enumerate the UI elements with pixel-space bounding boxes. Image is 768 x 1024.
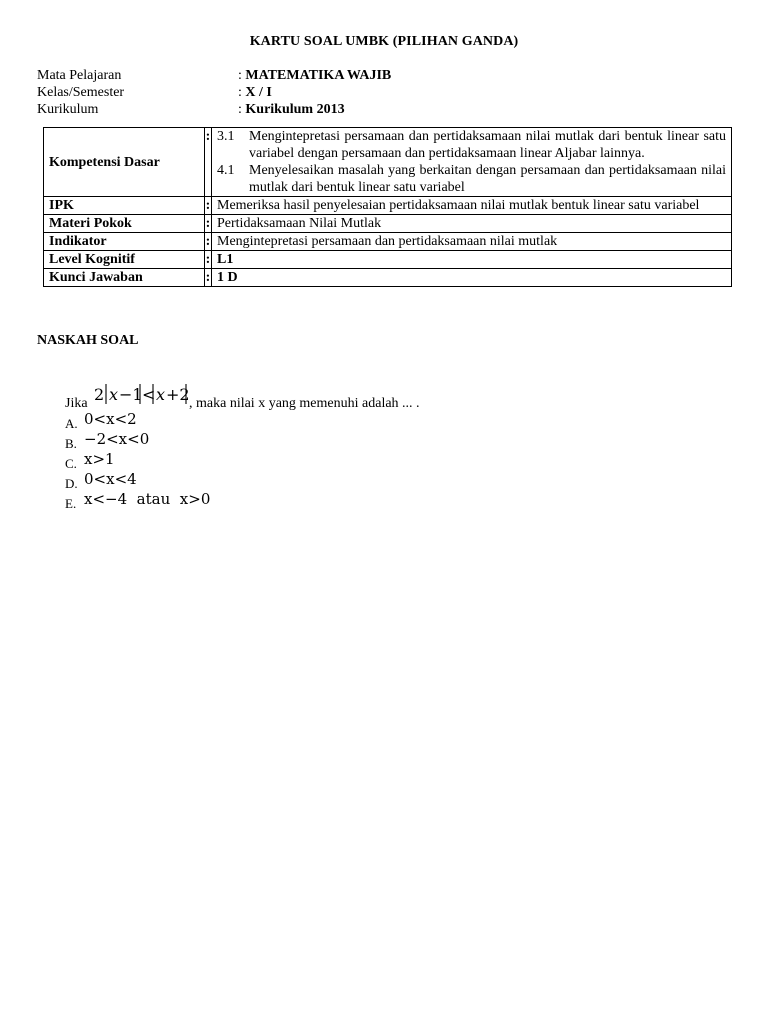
option-expression: 0<x<4 [84,470,137,488]
indikator-value: Mengintepretasi persamaan dan pertidaksamaan nilai mutlak [212,233,732,251]
kompetensi-value [212,128,732,197]
option-expression: −2<x<0 [84,430,150,448]
page-title: KARTU SOAL UMBK (PILIHAN GANDA) [249,34,519,49]
option-expression: 0<x<2 [84,410,137,428]
meta-row-subject [37,67,537,84]
meta-block [37,67,537,118]
option-expression: x>1 [84,450,115,468]
table-row-kompetensi [44,128,732,197]
colon: : [205,198,211,213]
table-row-ipk [44,197,732,215]
ipk-value: Memeriksa hasil penyelesaian pertidaksamaan nilai mutlak bentuk linear satu variabel [212,197,732,215]
table-row-level [44,251,732,269]
colon: : [205,252,211,267]
option-expression: x<−4 atau x>0 [84,490,211,508]
colon: : [205,128,212,197]
materi-value: Pertidaksamaan Nilai Mutlak [212,215,732,233]
meta-label: Kelas/Semester [37,85,125,100]
svg-text:x: x [109,385,119,404]
indikator-label: Indikator [44,233,205,251]
svg-text:+2: +2 [166,385,190,404]
svg-text:<: < [142,385,156,404]
question-suffix: , maka nilai x yang memenuhi adalah ... . [189,396,420,411]
level-label: Level Kognitif [44,251,205,269]
kd-item: 4.1 Menyelesaikan masalah yang berkaitan dengan persamaan dan pertidaksamaan nilai mutlak dari bentuk linear satu variabel [217,163,726,195]
meta-row-class [37,84,537,101]
materi-label: Materi Pokok [44,215,205,233]
option-letter: C. [65,456,77,471]
kunci-value: 1 D [212,269,732,287]
colon: : [205,216,211,231]
info-table [43,127,732,287]
option-letter: D. [65,476,78,491]
colon: : [205,270,211,285]
section-heading: NASKAH SOAL [37,333,139,348]
meta-value: : MATEMATIKA WAJIB [238,68,392,83]
table-row-indikator [44,233,732,251]
kunci-label: Kunci Jawaban [44,269,205,287]
level-value: L1 [212,251,732,269]
table-row-kunci [44,269,732,287]
option-letter: E. [65,496,77,511]
option-letter: A. [65,416,78,431]
meta-label: Kurikulum [37,102,99,117]
kompetensi-label: Kompetensi Dasar [44,128,205,197]
svg-text:−1: −1 [119,385,143,404]
meta-label: Mata Pelajaran [37,68,122,83]
question-prefix: Jika [65,396,88,411]
ipk-label: IPK [44,197,205,215]
svg-text:x: x [156,385,166,404]
question-expression [93,380,193,410]
colon: : [205,234,211,249]
svg-text:2: 2 [94,385,105,404]
meta-value: : X / I [238,85,272,100]
option-letter: B. [65,436,77,451]
table-row-materi [44,215,732,233]
kd-item: 3.1 Mengintepretasi persamaan dan pertidaksamaan nilai mutlak dari bentuk linear satu variabel dengan persamaan dan pertidaksamaan linear Aljabar lainnya. [217,129,726,161]
meta-value: : Kurikulum 2013 [238,102,345,117]
meta-row-curriculum [37,101,537,118]
